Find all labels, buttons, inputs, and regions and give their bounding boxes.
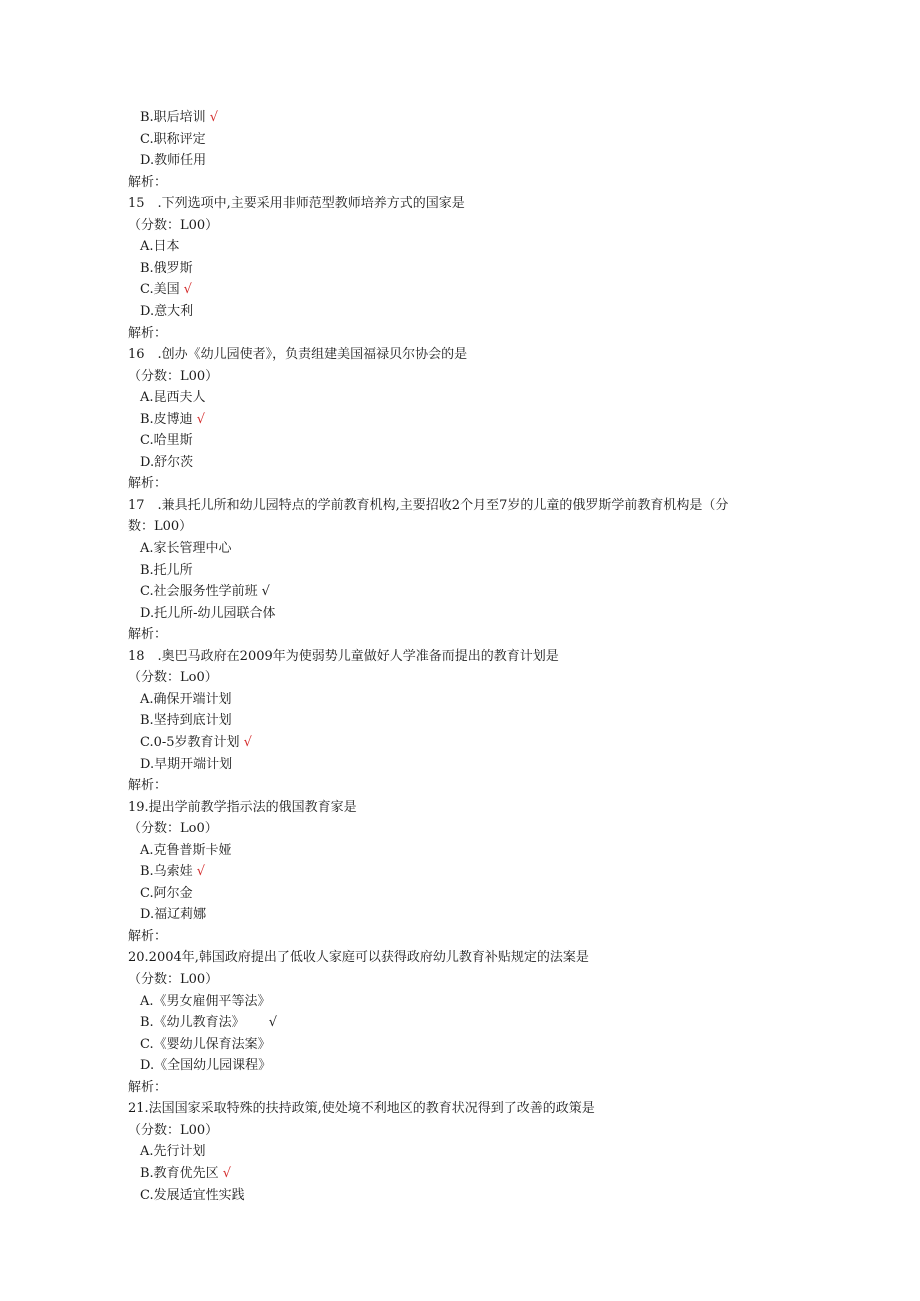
answer-option <box>140 1188 245 1204</box>
line-text: B.俄罗斯 <box>140 261 193 276</box>
answer-option <box>140 390 206 406</box>
line-text: C.阿尔金 <box>140 886 193 901</box>
answer-option <box>140 153 206 169</box>
checkmark-icon: √ <box>183 282 192 297</box>
line-text: D.福辽莉娜 <box>140 907 207 922</box>
answer-option <box>140 239 180 255</box>
line-text: C.发展适宜性实践 <box>140 1188 245 1203</box>
answer-option <box>140 1015 277 1031</box>
question-text <box>128 1101 595 1117</box>
checkmark-icon: √ <box>196 864 205 879</box>
line-text: A.确保开端计划 <box>140 692 232 707</box>
line-text: （分数：L00） <box>128 218 219 233</box>
answer-option <box>140 713 232 729</box>
line-text: A.先行计划 <box>140 1144 206 1159</box>
analysis-label <box>128 476 167 492</box>
question-text <box>128 950 589 966</box>
line-text: B.职后培训 <box>140 110 206 125</box>
answer-option <box>140 606 276 622</box>
line-text: 解析： <box>128 778 168 793</box>
line-text: B.托儿所 <box>140 563 193 578</box>
answer-option <box>140 584 270 600</box>
answer-option <box>140 261 193 277</box>
answer-option <box>140 907 206 923</box>
answer-option <box>140 864 205 880</box>
checkmark-icon: √ <box>222 1166 231 1181</box>
question-text <box>128 800 357 816</box>
answer-option <box>140 886 193 902</box>
question-text <box>128 196 465 212</box>
line-text: B.教育优先区 <box>140 1166 219 1181</box>
line-text: （分数：L00） <box>128 369 219 384</box>
analysis-label <box>128 778 167 794</box>
line-text: B.坚持到底计划 <box>140 713 232 728</box>
line-text: A.家长管理中心 <box>140 541 232 556</box>
answer-option <box>140 455 193 471</box>
line-text: 解析： <box>128 929 168 944</box>
line-text: 20.2004年,韩国政府提出了低收人家庭可以获得政府幼儿教育补贴规定的法案是 <box>128 950 589 965</box>
answer-option <box>140 692 232 708</box>
answer-option <box>140 541 232 557</box>
line-text: A.克鲁普斯卡娅 <box>140 843 232 858</box>
answer-option <box>140 1058 271 1074</box>
line-text: C.职称评定 <box>140 132 206 147</box>
answer-option <box>140 132 206 148</box>
analysis-label <box>128 326 167 342</box>
line-text: 数：L00） <box>128 519 193 534</box>
answer-option <box>140 994 271 1010</box>
line-text: 16 .创办《幼儿园使者》，负责组建美国福禄贝尔协会的是 <box>128 347 468 362</box>
line-text: D.早期开端计划 <box>140 757 233 772</box>
line-text: A.日本 <box>140 239 180 254</box>
line-text: 解析： <box>128 175 168 190</box>
score-note <box>128 1123 218 1139</box>
line-text: 解析： <box>128 1080 168 1095</box>
line-text: B.皮博迪 <box>140 412 193 427</box>
checkmark-icon: √ <box>243 735 252 750</box>
answer-option <box>140 282 192 298</box>
question-text <box>128 347 467 363</box>
answer-option <box>140 110 218 126</box>
checkmark-icon: √ <box>268 1015 277 1030</box>
analysis-label <box>128 175 167 191</box>
analysis-label <box>128 627 167 643</box>
answer-option <box>140 843 232 859</box>
checkmark-icon: √ <box>209 110 218 125</box>
line-text: D.意大利 <box>140 304 194 319</box>
score-note <box>128 972 218 988</box>
line-text: B.乌索娃 <box>140 864 193 879</box>
line-text: （分数：L00） <box>128 1123 219 1138</box>
checkmark-icon: √ <box>261 584 270 599</box>
score-note <box>128 218 218 234</box>
score-note <box>128 670 218 686</box>
line-text: B.《幼儿教育法》 <box>140 1015 245 1030</box>
line-text: D.舒尔茨 <box>140 455 194 470</box>
line-text: 解析： <box>128 476 168 491</box>
analysis-label <box>128 1080 167 1096</box>
answer-option <box>140 1037 271 1053</box>
line-text: （分数：Lo0） <box>128 670 218 685</box>
line-text: （分数：L00） <box>128 972 219 987</box>
question-text <box>128 498 728 514</box>
line-text: C.0-5岁教育计划 <box>140 735 240 750</box>
answer-option <box>140 304 193 320</box>
line-text: 15 .下列选项中,主要采用非师范型教师培养方式的国家是 <box>128 196 465 211</box>
line-text: D.托儿所-幼儿园联合体 <box>140 606 276 621</box>
line-text: D.《全国幼儿园课程》 <box>140 1058 272 1073</box>
line-text: C.美国 <box>140 282 180 297</box>
line-text: 21.法国国家采取特殊的扶持政策,使处境不利地区的教育状况得到了改善的政策是 <box>128 1101 595 1116</box>
answer-option <box>140 563 193 579</box>
line-text: 解析： <box>128 627 168 642</box>
line-text: A.昆西夫人 <box>140 390 206 405</box>
answer-option <box>140 433 193 449</box>
line-text: A.《男女雇佣平等法》 <box>140 994 271 1009</box>
question-text <box>128 649 559 665</box>
line-text: C.哈里斯 <box>140 433 193 448</box>
line-text: 19.提出学前教学指示法的俄国教育家是 <box>128 800 357 815</box>
line-text: C.社会服务性学前班 <box>140 584 258 599</box>
answer-option <box>140 1144 206 1160</box>
analysis-label <box>128 929 167 945</box>
checkmark-icon: √ <box>196 412 205 427</box>
answer-option <box>140 735 252 751</box>
score-note <box>128 369 218 385</box>
score-note <box>128 821 218 837</box>
line-text: C.《婴幼儿保育法案》 <box>140 1037 271 1052</box>
answer-option <box>140 412 205 428</box>
line-text: 18 .奥巴马政府在2009年为使弱势儿童做好人学准备而提出的教育计划是 <box>128 649 559 664</box>
answer-option <box>140 757 232 773</box>
line-text: （分数：Lo0） <box>128 821 218 836</box>
line-text: 17 .兼具托儿所和幼儿园特点的学前教育机构,主要招收2个月至7岁的儿童的俄罗斯学前教育机构是（分 <box>128 498 729 513</box>
answer-option <box>140 1166 231 1182</box>
line-text: 解析： <box>128 326 168 341</box>
score-note <box>128 519 192 535</box>
line-text: D.教师任用 <box>140 153 207 168</box>
